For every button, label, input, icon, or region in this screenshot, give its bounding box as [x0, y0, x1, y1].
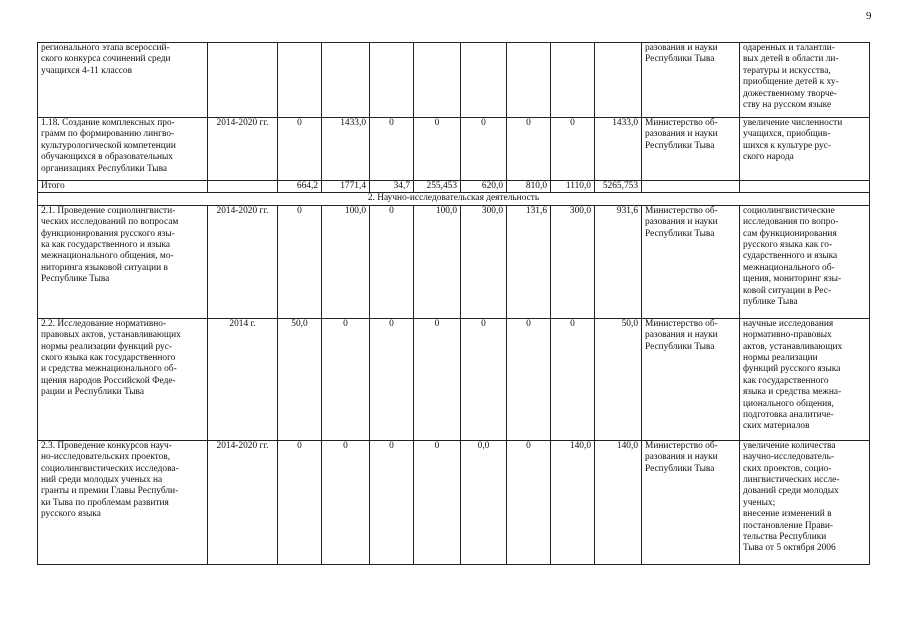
table-row: [38, 318, 870, 440]
cell-value: 300,0: [551, 205, 595, 318]
total-value: 1110,0: [551, 181, 595, 193]
cell-executor: Министерство об- разования и науки Республики Тыва: [642, 205, 740, 318]
cell-years: 2014-2020 гг.: [208, 205, 278, 318]
section-title: 2. Научно-исследовательская деятельность: [38, 193, 870, 205]
cell-value: 100,0: [322, 205, 370, 318]
cell-executor: Министерство об- разования и науки Республики Тыва: [642, 318, 740, 440]
cell-total: 140,0: [595, 440, 642, 564]
cell-value: 0: [551, 118, 595, 181]
cell-executor: Министерство об- разования и науки Республики Тыва: [642, 118, 740, 181]
cell-value: 0: [507, 318, 551, 440]
table-row: [38, 43, 870, 118]
cell-executor: Министерство об- разования и науки Республики Тыва: [642, 440, 740, 564]
table-row: [38, 205, 870, 318]
cell-value: [322, 43, 370, 118]
total-value: 664,2: [278, 181, 322, 193]
cell-value: 0: [414, 318, 461, 440]
cell-result: одаренных и талантли- вых детей в области ли- тературы и искусства, приобщение детей к ху- дожественному творче- ству на русском языке: [740, 43, 870, 118]
cell-value: 0: [551, 318, 595, 440]
cell-value: 0: [370, 118, 414, 181]
cell-value: 131,6: [507, 205, 551, 318]
total-value: 34,7: [370, 181, 414, 193]
cell-years: 2014 г.: [208, 318, 278, 440]
page-number: 9: [866, 10, 872, 22]
cell-value: 0: [414, 440, 461, 564]
total-value: 620,0: [461, 181, 507, 193]
total-value: 1771,4: [322, 181, 370, 193]
cell-value: [370, 43, 414, 118]
cell-value: [507, 43, 551, 118]
program-table: [37, 42, 870, 565]
cell-value: 0: [507, 118, 551, 181]
cell-value: 0: [278, 440, 322, 564]
cell-total: 1433,0: [595, 118, 642, 181]
cell-years: [208, 181, 278, 193]
cell-name: 2.1. Проведение социолингвисти- ческих исследований по вопросам функционирования русского язы- ка как государственного и языка межнационального общения, мо- ниторинга языковой ситуации в Республике Тыва: [38, 205, 208, 318]
cell-value: 100,0: [414, 205, 461, 318]
cell-total: 931,6: [595, 205, 642, 318]
cell-value: [414, 43, 461, 118]
cell-name: 1.18. Создание комплексных про- грамм по формированию лингво- культурологической компетенции обучающихся в образовательных организациях Республики Тыва: [38, 118, 208, 181]
cell-value: 0: [278, 205, 322, 318]
cell-years: 2014-2020 гг.: [208, 118, 278, 181]
cell-years: [208, 43, 278, 118]
table-row: [38, 440, 870, 564]
cell-value: 0: [370, 205, 414, 318]
cell-years: 2014-2020 гг.: [208, 440, 278, 564]
cell-value: [278, 43, 322, 118]
cell-result: [740, 181, 870, 193]
total-row: [38, 181, 870, 193]
cell-value: 0: [322, 318, 370, 440]
cell-name: регионального этапа всероссий- ского конкурса сочинений среди учащихся 4-11 классов: [38, 43, 208, 118]
cell-name: 2.2. Исследование нормативно- правовых актов, устанавливающих нормы реализации функций рус- ского языка как государственного и средства межнационального об- щения народов Российской Феде- рации и Республики Тыва: [38, 318, 208, 440]
cell-value: [461, 43, 507, 118]
cell-value: 0: [414, 118, 461, 181]
cell-total: [595, 43, 642, 118]
cell-value: 0: [370, 318, 414, 440]
cell-value: 0: [507, 440, 551, 564]
cell-value: 0: [461, 318, 507, 440]
section-row: [38, 193, 870, 205]
cell-result: увеличение численности учащихся, приобщив- шихся к культуре рус- ского народа: [740, 118, 870, 181]
cell-name: 2.3. Проведение конкурсов науч- но-исследовательских проектов, социолингвистических исследова- ний среди молодых ученых на гранты и премии Главы Республи- ки Тыва по проблемам развития русского языка: [38, 440, 208, 564]
cell-result: увеличение количества научно-исследователь- ских проектов, социо- лингвистических иссле- дований среди молодых ученых; внесение изменений в постановление Прави- тельства Республики Тыва от 5 октября 2006: [740, 440, 870, 564]
total-value: 5265,753: [595, 181, 642, 193]
total-value: 255,453: [414, 181, 461, 193]
cell-executor: разования и науки Республики Тыва: [642, 43, 740, 118]
cell-value: 50,0: [278, 318, 322, 440]
cell-value: 1433,0: [322, 118, 370, 181]
cell-total: 50,0: [595, 318, 642, 440]
cell-value: 300,0: [461, 205, 507, 318]
cell-value: 0: [370, 440, 414, 564]
cell-value: 0: [322, 440, 370, 564]
cell-value: 0: [461, 118, 507, 181]
cell-value: 140,0: [551, 440, 595, 564]
cell-value: [551, 43, 595, 118]
cell-value: 0,0: [461, 440, 507, 564]
cell-result: социолингвистические исследования по вопро- сам функционирования русского языка как го- сударственного и языка межнационального об- щения, мониторинг язы- ковой ситуации в Рес- публике Тыва: [740, 205, 870, 318]
total-value: 810,0: [507, 181, 551, 193]
cell-executor: [642, 181, 740, 193]
cell-value: 0: [278, 118, 322, 181]
table-row: [38, 118, 870, 181]
cell-result: научные исследования нормативно-правовых актов, устанавливающих нормы реализации функций русского языка как государственного языка и средства межна- ционального общения, подготовка аналитиче- ских материалов: [740, 318, 870, 440]
total-label: Итого: [38, 181, 208, 193]
